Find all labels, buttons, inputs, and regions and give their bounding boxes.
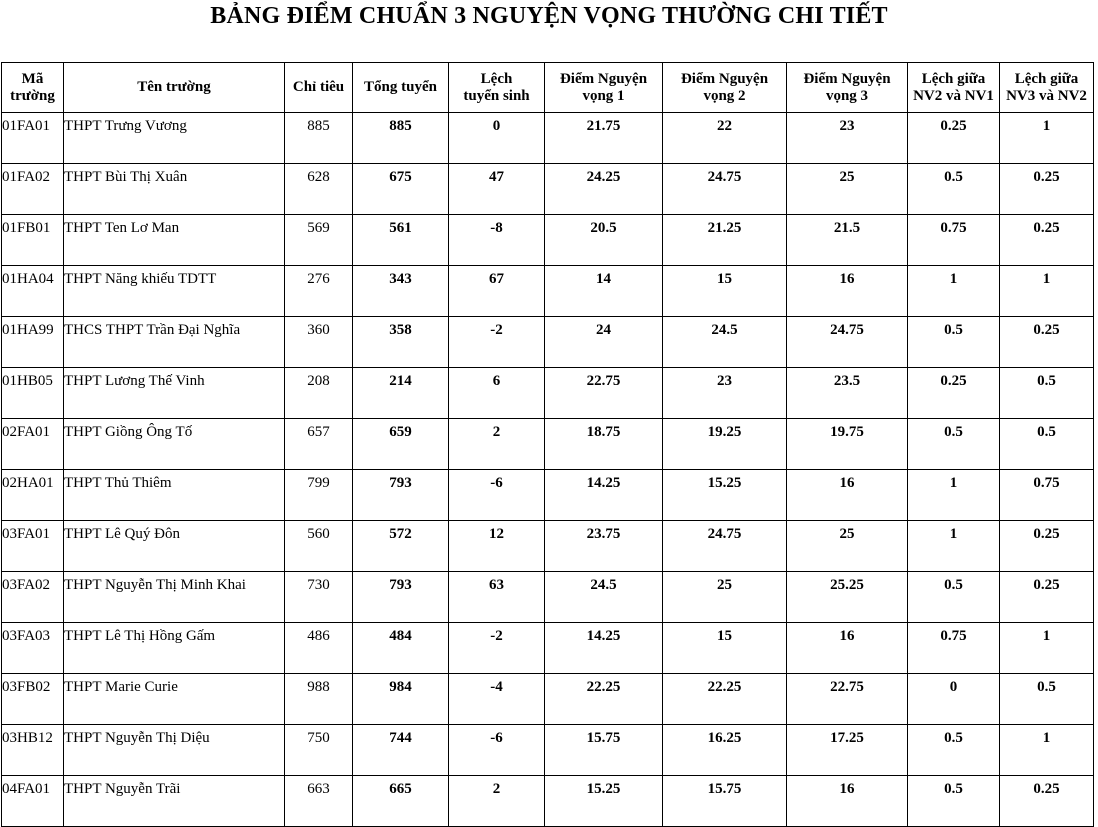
cell-score-nv2: 15.75 <box>663 776 787 827</box>
cell-score-nv1: 14.25 <box>545 470 663 521</box>
cell-score-nv1: 14.25 <box>545 623 663 674</box>
cell-score-nv1: 20.5 <box>545 215 663 266</box>
column-header-quota <box>285 63 353 113</box>
column-header-score-nv1 <box>545 63 663 113</box>
cell-school-name: THPT Nguyễn Thị Diệu <box>64 725 285 776</box>
cell-admission-difference: -2 <box>449 317 545 368</box>
cell-score-nv1: 15.75 <box>545 725 663 776</box>
cell-score-nv3: 23.5 <box>787 368 908 419</box>
table-row <box>2 215 1094 266</box>
cell-diff-nv2-nv1: 0.5 <box>908 725 1000 776</box>
cell-diff-nv3-nv2: 0.25 <box>1000 521 1094 572</box>
cell-total-admitted: 484 <box>353 623 449 674</box>
column-header-line: vọng 2 <box>703 87 746 104</box>
cell-score-nv3: 19.75 <box>787 419 908 470</box>
cell-diff-nv3-nv2: 1 <box>1000 725 1094 776</box>
cell-total-admitted: 572 <box>353 521 449 572</box>
cell-school-name: THPT Giồng Ông Tố <box>64 419 285 470</box>
cell-diff-nv2-nv1: 0.5 <box>908 419 1000 470</box>
cell-score-nv3: 22.75 <box>787 674 908 725</box>
column-header-diff-nv3-nv2 <box>1000 63 1094 113</box>
cell-score-nv2: 24.5 <box>663 317 787 368</box>
cell-score-nv1: 15.25 <box>545 776 663 827</box>
cell-total-admitted: 744 <box>353 725 449 776</box>
cell-score-nv1: 24.25 <box>545 164 663 215</box>
table-row <box>2 776 1094 827</box>
column-header-score-nv2 <box>663 63 787 113</box>
cell-total-admitted: 665 <box>353 776 449 827</box>
cell-diff-nv3-nv2: 0.75 <box>1000 470 1094 521</box>
cell-total-admitted: 343 <box>353 266 449 317</box>
cell-school-code: 03FA03 <box>2 623 64 674</box>
cell-school-name: THPT Trưng Vương <box>64 113 285 164</box>
cell-diff-nv2-nv1: 0.5 <box>908 164 1000 215</box>
column-header-line: Tổng tuyển <box>364 79 437 95</box>
cell-admission-difference: 0 <box>449 113 545 164</box>
cell-diff-nv3-nv2: 0.25 <box>1000 215 1094 266</box>
cell-admission-difference: -8 <box>449 215 545 266</box>
cell-score-nv3: 21.5 <box>787 215 908 266</box>
cell-admission-difference: 47 <box>449 164 545 215</box>
table-row <box>2 572 1094 623</box>
cell-score-nv3: 16 <box>787 623 908 674</box>
cell-total-admitted: 659 <box>353 419 449 470</box>
cell-school-code: 01FA02 <box>2 164 64 215</box>
cell-score-nv3: 17.25 <box>787 725 908 776</box>
cell-school-code: 04FA01 <box>2 776 64 827</box>
cell-school-code: 03FA02 <box>2 572 64 623</box>
cell-admission-difference: -4 <box>449 674 545 725</box>
cell-diff-nv2-nv1: 0.5 <box>908 572 1000 623</box>
cell-diff-nv3-nv2: 0.5 <box>1000 419 1094 470</box>
cell-diff-nv3-nv2: 0.25 <box>1000 164 1094 215</box>
cell-quota: 276 <box>285 266 353 317</box>
cell-score-nv1: 23.75 <box>545 521 663 572</box>
cell-diff-nv2-nv1: 0.5 <box>908 317 1000 368</box>
cell-admission-difference: -6 <box>449 470 545 521</box>
cell-total-admitted: 793 <box>353 470 449 521</box>
cell-total-admitted: 561 <box>353 215 449 266</box>
table-body <box>2 113 1094 827</box>
cell-quota: 657 <box>285 419 353 470</box>
cell-school-code: 02HA01 <box>2 470 64 521</box>
cell-total-admitted: 358 <box>353 317 449 368</box>
page-title: BẢNG ĐIỂM CHUẨN 3 NGUYỆN VỌNG THƯỜNG CHI TIẾT <box>210 3 888 29</box>
cell-score-nv2: 15 <box>663 266 787 317</box>
table-row <box>2 623 1094 674</box>
cell-school-name: THPT Marie Curie <box>64 674 285 725</box>
cell-score-nv2: 22.25 <box>663 674 787 725</box>
column-header-line: trường <box>10 87 55 104</box>
cell-diff-nv2-nv1: 1 <box>908 521 1000 572</box>
cell-score-nv1: 14 <box>545 266 663 317</box>
cell-score-nv3: 25.25 <box>787 572 908 623</box>
column-header-line: NV3 và NV2 <box>1006 87 1087 104</box>
cell-score-nv2: 15 <box>663 623 787 674</box>
cell-diff-nv3-nv2: 1 <box>1000 623 1094 674</box>
cell-quota: 988 <box>285 674 353 725</box>
cell-score-nv3: 16 <box>787 266 908 317</box>
cell-admission-difference: 2 <box>449 419 545 470</box>
cell-diff-nv3-nv2: 0.25 <box>1000 776 1094 827</box>
cell-school-code: 03FB02 <box>2 674 64 725</box>
cell-score-nv1: 24.5 <box>545 572 663 623</box>
column-header-line: vọng 3 <box>825 87 869 104</box>
table-row <box>2 113 1094 164</box>
table-row <box>2 317 1094 368</box>
cell-diff-nv3-nv2: 1 <box>1000 113 1094 164</box>
cell-score-nv3: 25 <box>787 521 908 572</box>
cell-score-nv2: 24.75 <box>663 164 787 215</box>
cell-score-nv1: 24 <box>545 317 663 368</box>
cell-school-code: 01FA01 <box>2 113 64 164</box>
cell-diff-nv2-nv1: 1 <box>908 470 1000 521</box>
cell-total-admitted: 984 <box>353 674 449 725</box>
cell-score-nv1: 21.75 <box>545 113 663 164</box>
cell-score-nv3: 23 <box>787 113 908 164</box>
cell-total-admitted: 214 <box>353 368 449 419</box>
column-header-score-nv3 <box>787 63 908 113</box>
cell-school-code: 03FA01 <box>2 521 64 572</box>
cell-diff-nv2-nv1: 0 <box>908 674 1000 725</box>
cell-admission-difference: -6 <box>449 725 545 776</box>
table-row <box>2 419 1094 470</box>
cell-quota: 560 <box>285 521 353 572</box>
cell-diff-nv2-nv1: 0.75 <box>908 623 1000 674</box>
cell-diff-nv2-nv1: 0.75 <box>908 215 1000 266</box>
cell-school-name: THPT Ten Lơ Man <box>64 215 285 266</box>
cell-quota: 799 <box>285 470 353 521</box>
table-row <box>2 674 1094 725</box>
cell-school-code: 01FB01 <box>2 215 64 266</box>
admission-scores-table <box>1 62 1094 827</box>
cell-score-nv3: 25 <box>787 164 908 215</box>
table-header-row <box>2 63 1094 113</box>
column-header-line: Lệch <box>480 70 513 87</box>
column-header-total-admitted <box>353 63 449 113</box>
cell-school-code: 01HB05 <box>2 368 64 419</box>
cell-diff-nv3-nv2: 1 <box>1000 266 1094 317</box>
cell-admission-difference: 6 <box>449 368 545 419</box>
cell-quota: 360 <box>285 317 353 368</box>
column-header-line: NV2 và NV1 <box>913 87 994 104</box>
cell-school-code: 03HB12 <box>2 725 64 776</box>
cell-diff-nv2-nv1: 1 <box>908 266 1000 317</box>
cell-score-nv2: 19.25 <box>663 419 787 470</box>
cell-diff-nv2-nv1: 0.5 <box>908 776 1000 827</box>
cell-diff-nv3-nv2: 0.5 <box>1000 368 1094 419</box>
cell-school-code: 01HA99 <box>2 317 64 368</box>
cell-school-name: THPT Nguyễn Thị Minh Khai <box>64 572 285 623</box>
column-header-line: Mã <box>21 70 44 87</box>
cell-score-nv2: 23 <box>663 368 787 419</box>
cell-school-name: THPT Lương Thế Vinh <box>64 368 285 419</box>
cell-school-name: THPT Thủ Thiêm <box>64 470 285 521</box>
cell-diff-nv3-nv2: 0.25 <box>1000 572 1094 623</box>
cell-score-nv3: 24.75 <box>787 317 908 368</box>
column-header-line: Chỉ tiêu <box>292 79 345 95</box>
cell-quota: 208 <box>285 368 353 419</box>
cell-score-nv2: 21.25 <box>663 215 787 266</box>
column-header-school-name <box>64 63 285 113</box>
cell-school-name: THPT Nguyễn Trãi <box>64 776 285 827</box>
cell-school-code: 02FA01 <box>2 419 64 470</box>
column-header-line: Tên trường <box>137 79 211 95</box>
cell-score-nv1: 22.25 <box>545 674 663 725</box>
column-header-line: Lệch giữa <box>921 70 986 87</box>
cell-school-name: THPT Năng khiếu TDTT <box>64 266 285 317</box>
cell-total-admitted: 885 <box>353 113 449 164</box>
cell-score-nv1: 22.75 <box>545 368 663 419</box>
table-row <box>2 470 1094 521</box>
table-row <box>2 164 1094 215</box>
cell-school-name: THPT Lê Quý Đôn <box>64 521 285 572</box>
column-header-school-code <box>2 63 64 113</box>
cell-score-nv3: 16 <box>787 470 908 521</box>
table-row <box>2 521 1094 572</box>
cell-school-code: 01HA04 <box>2 266 64 317</box>
cell-quota: 628 <box>285 164 353 215</box>
column-header-line: Điểm Nguyện <box>559 70 648 87</box>
table-row <box>2 266 1094 317</box>
cell-diff-nv2-nv1: 0.25 <box>908 368 1000 419</box>
cell-quota: 663 <box>285 776 353 827</box>
column-header-line: vọng 1 <box>582 87 625 104</box>
cell-total-admitted: 793 <box>353 572 449 623</box>
cell-quota: 750 <box>285 725 353 776</box>
column-header-line: tuyển sinh <box>463 87 530 104</box>
column-header-line: Điểm Nguyện <box>680 70 769 87</box>
cell-admission-difference: 63 <box>449 572 545 623</box>
cell-quota: 486 <box>285 623 353 674</box>
cell-score-nv3: 16 <box>787 776 908 827</box>
cell-quota: 730 <box>285 572 353 623</box>
table-row <box>2 725 1094 776</box>
cell-score-nv2: 16.25 <box>663 725 787 776</box>
cell-total-admitted: 675 <box>353 164 449 215</box>
table-row <box>2 368 1094 419</box>
cell-school-name: THPT Bùi Thị Xuân <box>64 164 285 215</box>
cell-admission-difference: 12 <box>449 521 545 572</box>
column-header-line: Điểm Nguyện <box>803 70 891 87</box>
cell-admission-difference: -2 <box>449 623 545 674</box>
cell-score-nv2: 22 <box>663 113 787 164</box>
cell-school-name: THPT Lê Thị Hồng Gấm <box>64 623 285 674</box>
cell-diff-nv3-nv2: 0.5 <box>1000 674 1094 725</box>
cell-score-nv2: 25 <box>663 572 787 623</box>
column-header-admission-difference <box>449 63 545 113</box>
column-header-line: Lệch giữa <box>1014 70 1079 87</box>
cell-score-nv2: 15.25 <box>663 470 787 521</box>
column-header-diff-nv2-nv1 <box>908 63 1000 113</box>
cell-admission-difference: 2 <box>449 776 545 827</box>
cell-score-nv2: 24.75 <box>663 521 787 572</box>
cell-quota: 569 <box>285 215 353 266</box>
cell-school-name: THCS THPT Trần Đại Nghĩa <box>64 317 285 368</box>
cell-diff-nv2-nv1: 0.25 <box>908 113 1000 164</box>
cell-score-nv1: 18.75 <box>545 419 663 470</box>
cell-diff-nv3-nv2: 0.25 <box>1000 317 1094 368</box>
cell-quota: 885 <box>285 113 353 164</box>
cell-admission-difference: 67 <box>449 266 545 317</box>
